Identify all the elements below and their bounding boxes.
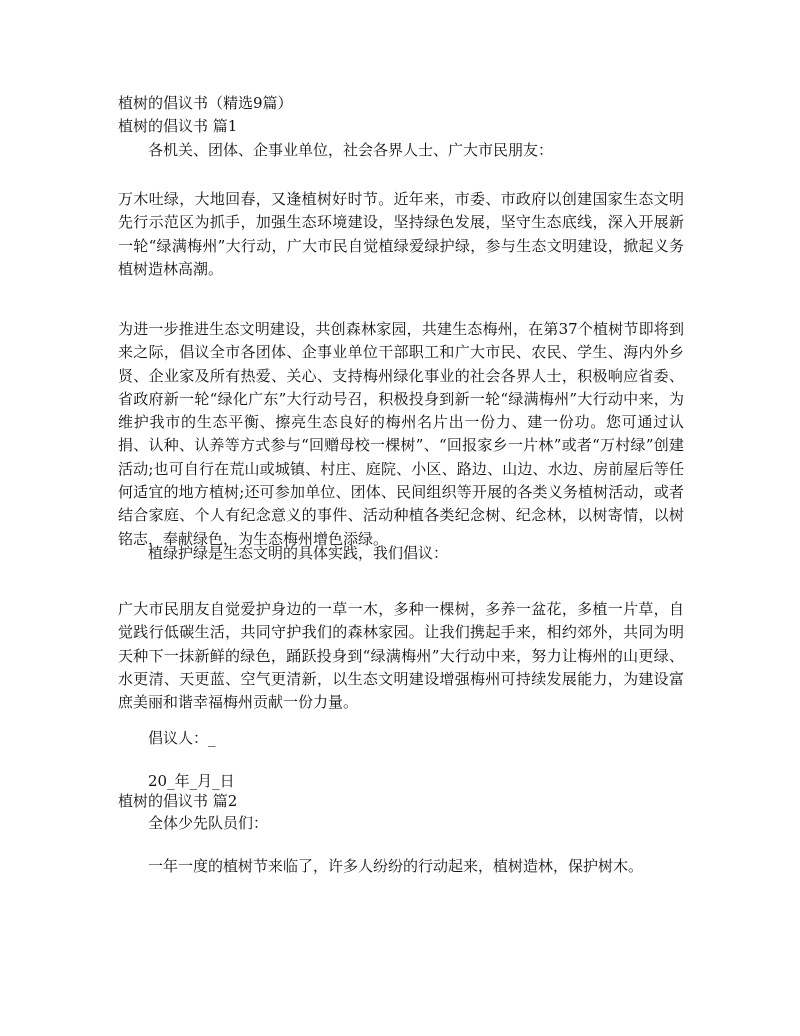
paragraph-1: 万木吐绿，大地回春，又逢植树好时节。近年来，市委、市政府以创建国家生态文明先行示范区为抓手，加强生态环境建设，坚持绿色发展，坚守生态底线，深入开展新一轮“绿满梅州”大行动，广大市民自觉植绿爱绿护绿，参与生态文明建设，掀起义务植树造林高潮。 — [118, 190, 684, 278]
salutation-1: 各机关、团体、企事业单位，社会各界人士、广大市民朋友： — [148, 141, 554, 159]
section-heading-1: 植树的倡议书 篇1 — [118, 117, 238, 135]
signer-line: 倡议人：_ — [148, 729, 216, 747]
paragraph-4: 广大市民朋友自觉爱护身边的一草一木，多种一棵树，多养一盆花，多植一片草，自觉践行低碳生活，共同守护我们的森林家园。让我们携起手来，相约郊外，共同为明天种下一抹新鲜的绿色，踊跃投身到“绿满梅州”大行动中来，努力让梅州的山更绿、水更清、天更蓝、空气更清新，以生态文明建设增强梅州可持续发展能力，为建设富庶美丽和谐幸福梅州贡献一份力量。 — [118, 600, 684, 712]
paragraph-3: 植绿护绿是生态文明的具体实践，我们倡议： — [148, 544, 449, 562]
paragraph-5: 一年一度的植树节来临了，许多人纷纷的行动起来，植树造林，保护树木。 — [148, 857, 644, 875]
document-title: 植树的倡议书（精选9篇） — [118, 94, 293, 112]
date-line: 20_年_月_日 — [148, 772, 235, 790]
paragraph-2: 为进一步推进生态文明建设，共创森林家园，共建生态梅州，在第37个植树节即将到来之际，倡议全市各团体、企事业单位干部职工和广大市民、农民、学生、海内外乡贤、企业家及所有热爱、关心、支持梅州绿化事业的社会各界人士，积极响应省委、省政府新一轮“绿化广东”大行动号召，积极投身到新一轮“绿满梅州”大行动中来，为维护我市的生态平衡、擦亮生态良好的梅州名片出一份力、建一份功。您可通过认捐、认种、认养等方式参与“回赠母校一棵树”、“回报家乡一片林”或者“万村绿”创建活动;也可自行在荒山或城镇、村庄、庭院、小区、路边、山边、水边、房前屋后等任何适宜的地方植树;还可参加单位、团体、民间组织等开展的各类义务植树活动，或者结合家庭、个人有纪念意义的事件、活动种植各类纪念树、纪念林，以树寄情，以树铭志，奉献绿色，为生态梅州增色添绿。 — [118, 320, 684, 548]
section-heading-2: 植树的倡议书 篇2 — [118, 792, 238, 810]
salutation-2: 全体少先队员们： — [148, 814, 269, 832]
